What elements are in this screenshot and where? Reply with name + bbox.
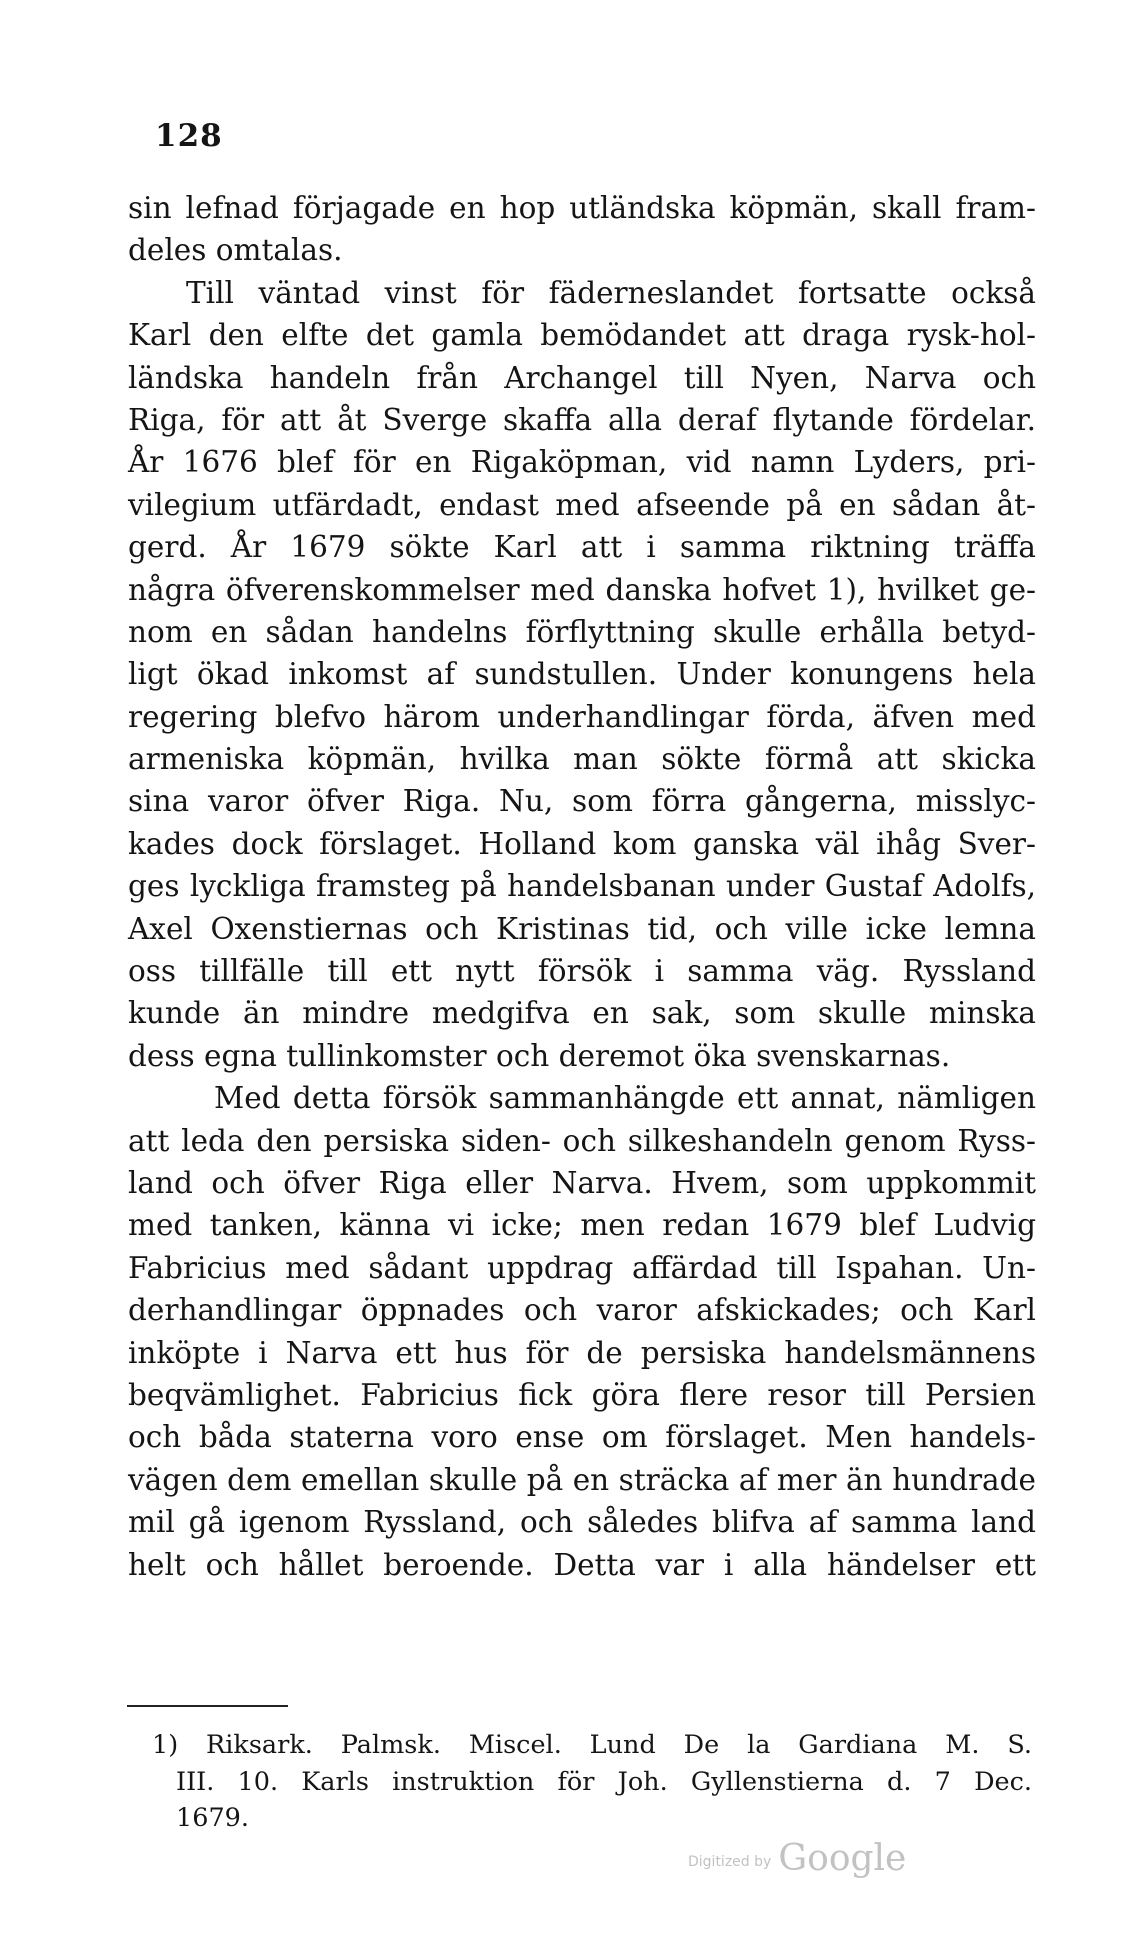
text-line: sina varor öfver Riga. Nu, som förra gångerna, misslyc- bbox=[128, 784, 1036, 819]
google-logo: Google bbox=[778, 1838, 907, 1879]
text-line: ländska handeln från Archangel till Nyen, Narva och bbox=[128, 360, 1036, 395]
text-line: År 1676 blef för en Rigaköpman, vid namn Lyders, pri- bbox=[128, 445, 1036, 480]
body-text bbox=[128, 187, 1036, 1586]
text-line: deles omtalas. bbox=[128, 233, 343, 268]
text-line: nom en sådan handelns förflyttning skulle erhålla betyd- bbox=[128, 614, 1036, 649]
text-line: Axel Oxenstiernas och Kristinas tid, och ville icke lemna bbox=[128, 911, 1036, 946]
text-line: sin lefnad förjagade en hop utländska köpmän, skall fram- bbox=[128, 191, 1036, 225]
text-line: regering blefvo härom underhandlingar förda, äfven med bbox=[128, 699, 1036, 734]
text-line: helt och hållet beroende. Detta var i alla händelser ett bbox=[128, 1547, 1036, 1582]
text-line: beqvämlighet. Fabricius fick göra flere resor till Persien bbox=[128, 1377, 1036, 1412]
footnote-line: 1679. bbox=[176, 1803, 250, 1833]
text-line: att leda den persiska siden- och silkeshandeln genom Ryss- bbox=[128, 1123, 1036, 1158]
text-line: och båda staterna voro ense om förslaget. Men handels- bbox=[128, 1420, 1036, 1455]
footnote-line: 1) Riksark. Palmsk. Miscel. Lund De la Gardiana M. S. bbox=[152, 1730, 1032, 1760]
text-line: mil gå igenom Ryssland, och således blifva af samma land bbox=[128, 1505, 1036, 1540]
text-line: Med detta försök sammanhängde ett annat, nämligen bbox=[214, 1081, 1036, 1116]
text-line: Riga, för att åt Sverge skaffa alla deraf flytande fördelar. bbox=[128, 402, 1036, 437]
text-line: dess egna tullinkomster och deremot öka svenskarnas. bbox=[128, 1038, 951, 1073]
digitized-watermark bbox=[688, 1838, 906, 1879]
footnote-rule bbox=[127, 1705, 288, 1707]
text-line: ges lyckliga framsteg på handelsbanan under Gustaf Adolfs, bbox=[128, 869, 1036, 904]
text-line: vägen dem emellan skulle på en sträcka af mer än hundrade bbox=[128, 1462, 1036, 1497]
text-line: Fabricius med sådant uppdrag affärdad till Ispahan. Un- bbox=[128, 1250, 1036, 1285]
text-line: med tanken, känna vi icke; men redan 1679 blef Ludvig bbox=[128, 1208, 1036, 1243]
text-line: derhandlingar öppnades och varor afskickades; och Karl bbox=[128, 1293, 1036, 1328]
text-line: oss tillfälle till ett nytt försök i samma väg. Ryssland bbox=[128, 954, 1036, 989]
footnote-line: III. 10. Karls instruktion för Joh. Gyllenstierna d. 7 Dec. bbox=[176, 1766, 1032, 1797]
text-line: Till väntad vinst för fäderneslandet fortsatte också bbox=[186, 275, 1036, 310]
text-line: kunde än mindre medgifva en sak, som skulle minska bbox=[128, 996, 1036, 1031]
text-line: gerd. År 1679 sökte Karl att i samma riktning träffa bbox=[128, 530, 1036, 565]
text-line: land och öfver Riga eller Narva. Hvem, som uppkommit bbox=[128, 1165, 1036, 1200]
text-line: Karl den elfte det gamla bemödandet att draga rysk-hol- bbox=[128, 318, 1036, 353]
text-line: inköpte i Narva ett hus för de persiska handelsmännens bbox=[128, 1335, 1036, 1370]
footnote bbox=[152, 1727, 1032, 1837]
text-line: kades dock förslaget. Holland kom ganska väl ihåg Sver- bbox=[128, 826, 1036, 861]
watermark-small-text: Digitized by bbox=[688, 1854, 772, 1870]
page-number: 128 bbox=[155, 118, 223, 154]
text-line: några öfverenskommelser med danska hofvet 1), hvilket ge- bbox=[128, 572, 1036, 607]
text-line: armeniska köpmän, hvilka man sökte förmå att skicka bbox=[128, 742, 1036, 777]
text-line: vilegium utfärdadt, endast med afseende på en sådan åt- bbox=[128, 487, 1036, 522]
text-line: ligt ökad inkomst af sundstullen. Under konungens hela bbox=[128, 657, 1036, 692]
